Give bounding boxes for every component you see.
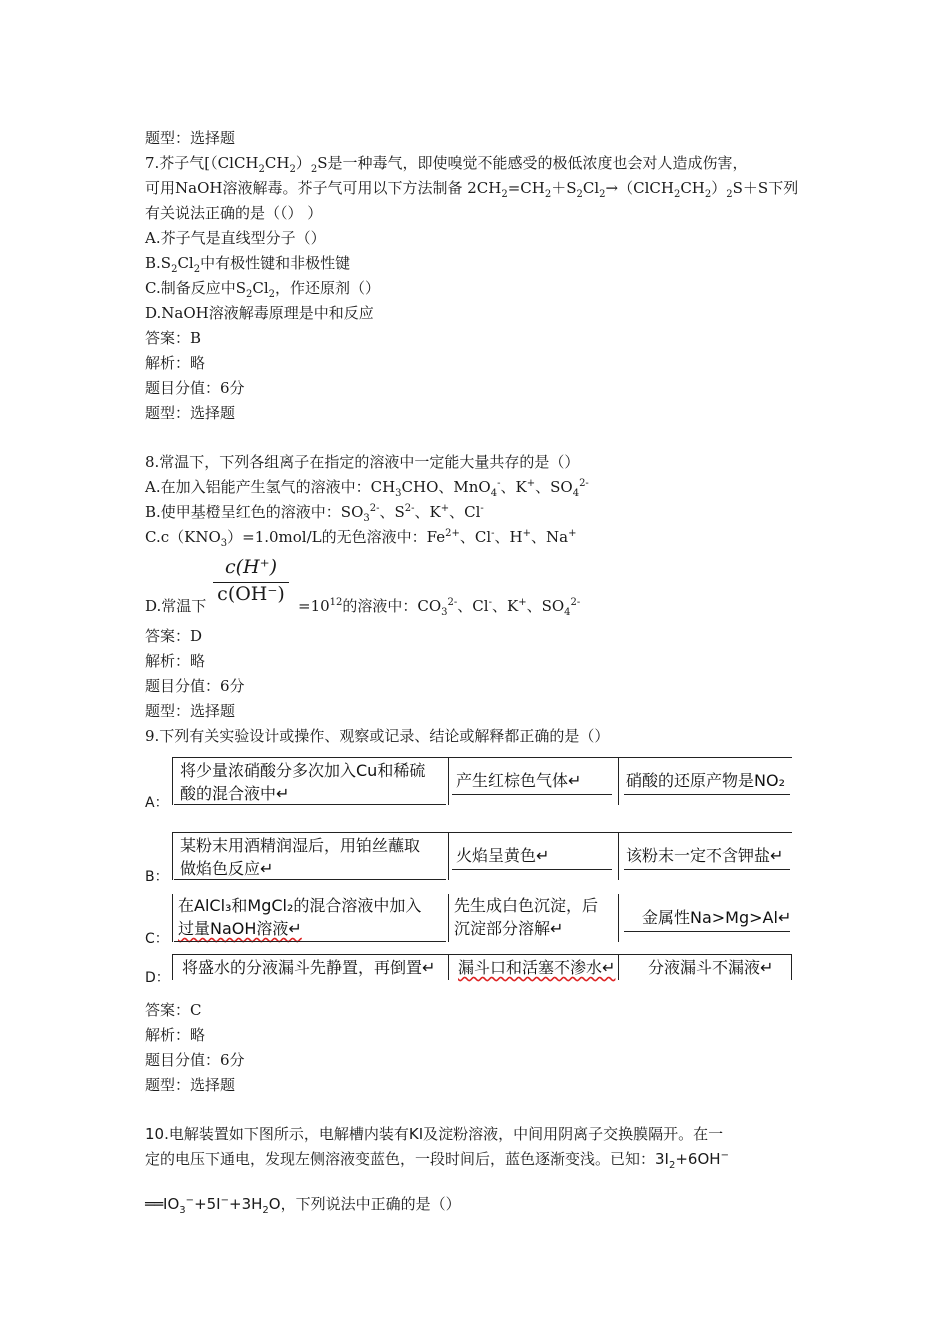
table-row-b [172, 832, 792, 882]
row-b-operation: 某粉末用酒精润湿后，用铂丝蘸取 做焰色反应↵ [180, 836, 421, 878]
q7-analysis: 解析：略 [145, 354, 206, 372]
q9-analysis: 解析：略 [145, 1026, 206, 1044]
q8-answer: 答案：D [145, 627, 203, 645]
fraction-denominator: c(OH⁻) [217, 583, 285, 605]
q8-score: 题目分值：6分 [145, 677, 245, 695]
q8-stem: 8.常温下，下列各组离子在指定的溶液中一定能大量共存的是（） [145, 453, 580, 471]
row-d-conclusion: 分液漏斗不漏液↵ [648, 958, 774, 977]
q8-option-a: A.在加入铝能产生氢气的溶液中：$CH_3CHO$、MnO$_4$-、K+、$SO_4^{2-}$ [145, 478, 589, 499]
q7-answer: 答案：B [145, 329, 202, 347]
q7-type: 题型：选择题 [145, 404, 236, 422]
q7-stem-line3: 有关说法正确的是（（） ） [145, 204, 323, 222]
q8-option-d-prefix: D.常温下 [145, 597, 207, 615]
q7-option-b: $B.S_2Cl_2$中有极性键和非极性键 [145, 254, 351, 275]
row-b-observation: 火焰呈黄色↵ [456, 846, 550, 865]
q9-score: 题目分值：6分 [145, 1051, 245, 1069]
row-a-conclusion: 硝酸的还原产物是NO₂ [626, 771, 785, 790]
q7-option-a: A.芥子气是直线型分子（） [145, 229, 326, 247]
row-d-operation: 将盛水的分液漏斗先静置，再倒置↵ [182, 958, 436, 977]
row-b-conclusion: 该粉末一定不含钾盐↵ [626, 846, 784, 865]
row-b-label: B： [145, 869, 169, 885]
table-row-c [172, 894, 792, 944]
q8-analysis: 解析：略 [145, 652, 206, 670]
question-type: 题型：选择题 [145, 129, 236, 147]
q8-option-d: $=10^{12}$的溶液中：$CO_3^{2-}$、Cl-、K+、$SO_4^{2-}$ [298, 597, 581, 618]
row-c-observation: 先生成白色沉淀，后 沉淀部分溶解↵ [454, 896, 599, 938]
q10-stem-line3: $══ⅠO_3^-+5Ⅰ^-+3H_2O$，下列说法中正确的是（） [145, 1195, 461, 1216]
row-c-conclusion: 金属性Na>Mg>Al↵ [642, 908, 792, 927]
q8-fraction [213, 556, 289, 609]
q9-type: 题型：选择题 [145, 1076, 236, 1094]
q9-answer: 答案：C [145, 1001, 202, 1019]
q7-score: 题目分值：6分 [145, 379, 245, 397]
row-a-operation: 将少量浓硝酸分多次加入Cu和稀硫 酸的混合液中↵ [180, 761, 426, 803]
q8-type: 题型：选择题 [145, 702, 236, 720]
q8-option-c: $C.c(KNO_3)=1.0mol/L$的无色溶液中：$Fe^{2+}$、Cl-、H+、Na+ [145, 528, 577, 549]
q8-option-b: B.使甲基橙呈红色的溶液中：$SO_3^{2-}$、$S^{2-}$、K+、Cl- [145, 503, 484, 524]
q10-stem-line1: 10.电解装置如下图所示，电解槽内装有KⅠ及淀粉溶液，中间用阴离子交换膜隔开。在一 [145, 1125, 724, 1143]
row-a-observation: 产生红棕色气体↵ [456, 771, 582, 790]
q7-stem-line1: 7.芥子气[$(ClCH_2CH_2)_2S$是一种毒气，即使嗅觉不能感受的极低浓度也会对人造成伤害， [145, 154, 748, 175]
row-d-observation: 漏斗口和活塞不渗水↵ [458, 958, 616, 977]
q10-stem-line2: 定的电压下通电，发现左侧溶液变蓝色，一段时间后，蓝色逐渐变浅。已知：$3Ⅰ_2+6OH^-$ [145, 1150, 729, 1171]
q9-stem: 9.下列有关实验设计或操作、观察或记录、结论或解释都正确的是（） [145, 727, 610, 745]
q7-stem-line2: 可用NaOH溶液解毒。芥子气可用以下方法制备 $2CH_2=CH_2+S_2Cl_2\to(ClCH_2CH_2)_2S+S$下列 [145, 179, 799, 200]
table-row-d [172, 954, 792, 984]
q7-option-c: C.制备反应中$S_2Cl_2$，作还原剂（） [145, 279, 381, 300]
row-c-operation: 在AlCl₃和MgCl₂的混合溶液中加入 过量NaOH溶液↵ [178, 896, 422, 938]
q7-option-d: D.NaOH溶液解毒原理是中和反应 [145, 304, 374, 322]
fraction-numerator: c(H⁺) [213, 556, 289, 583]
row-a-label: A： [145, 795, 169, 811]
row-c-label: C： [145, 931, 169, 947]
row-d-label: D： [145, 970, 170, 986]
table-row-a [172, 757, 792, 807]
